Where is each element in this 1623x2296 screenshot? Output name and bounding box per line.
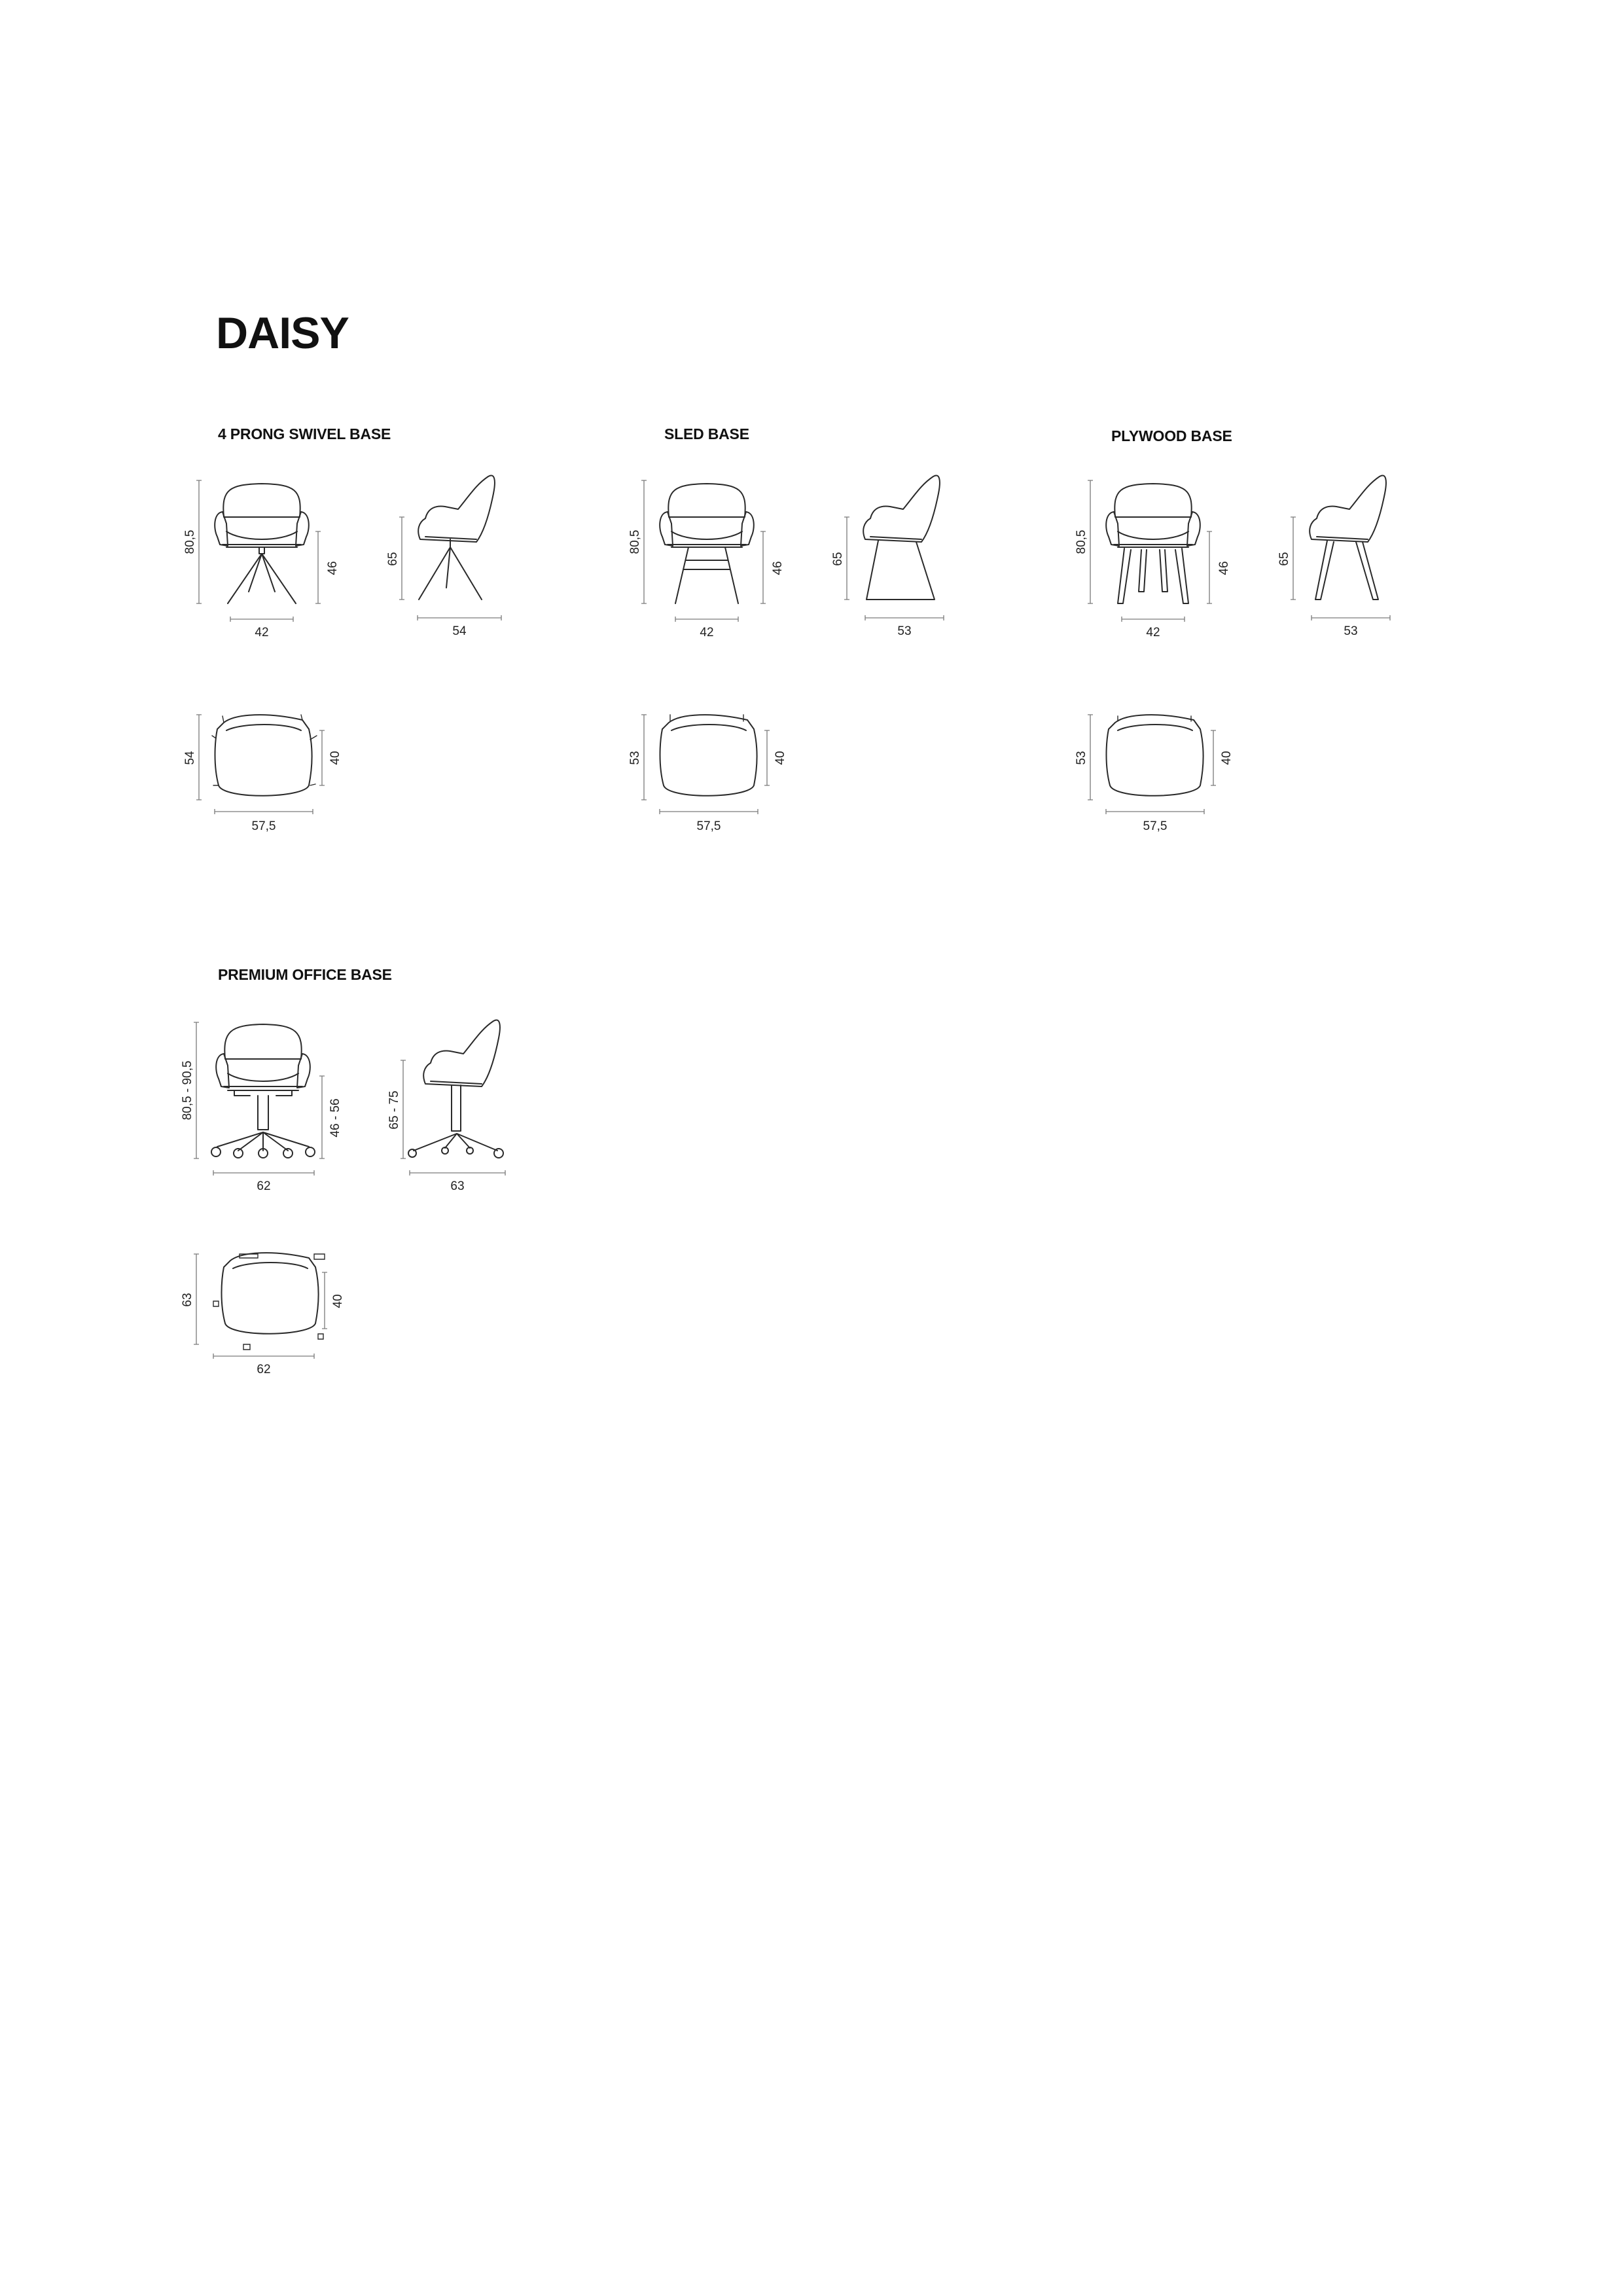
- svg-text:57,5: 57,5: [251, 819, 276, 833]
- dim-depth: [181, 1254, 199, 1344]
- page-title: DAISY: [216, 308, 349, 358]
- svg-text:40: 40: [331, 1294, 345, 1308]
- prong-side-view: [373, 471, 543, 655]
- svg-text:57,5: 57,5: [1143, 819, 1168, 833]
- dim-width: [215, 809, 313, 833]
- dim-depth: [1075, 715, 1093, 800]
- svg-text:54: 54: [452, 624, 467, 638]
- svg-text:65: 65: [386, 552, 400, 566]
- svg-text:46: 46: [326, 561, 340, 575]
- chair-top-drawing: [660, 715, 757, 796]
- svg-text:57,5: 57,5: [696, 819, 721, 833]
- plywood-side-view: [1264, 471, 1435, 655]
- office-side-view: [374, 1013, 544, 1203]
- svg-text:53: 53: [628, 751, 642, 765]
- chair-top-drawing: [213, 1253, 325, 1350]
- dim-width: [213, 1170, 314, 1193]
- svg-text:62: 62: [257, 1363, 271, 1376]
- dim-seat-height: [319, 1076, 342, 1158]
- svg-text:62: 62: [257, 1179, 271, 1193]
- dim-height: [181, 1022, 199, 1158]
- dim-depth: [1311, 615, 1390, 638]
- svg-text:80,5 - 90,5: 80,5 - 90,5: [181, 1060, 194, 1121]
- office-front-view: [170, 1013, 366, 1203]
- dim-seat-height: [760, 531, 785, 603]
- svg-text:46: 46: [771, 561, 785, 575]
- chair-front-drawing: [215, 484, 309, 603]
- dim-arm-height: [322, 1272, 345, 1329]
- chair-front-drawing: [211, 1024, 315, 1158]
- dim-height: [386, 517, 404, 600]
- office-top-view: [170, 1238, 366, 1395]
- svg-text:65: 65: [831, 552, 845, 566]
- svg-text:53: 53: [1075, 751, 1088, 765]
- svg-text:42: 42: [255, 626, 269, 639]
- dim-width: [660, 809, 758, 833]
- svg-text:65 - 75: 65 - 75: [387, 1090, 401, 1130]
- dim-height: [183, 480, 202, 603]
- dim-width: [1122, 617, 1185, 639]
- sled-front-view: [615, 471, 805, 655]
- sled-side-view: [818, 471, 988, 655]
- dim-arm-height: [764, 730, 787, 785]
- section-title-plywood: PLYWOOD BASE: [1111, 427, 1232, 444]
- dim-width: [1106, 809, 1204, 833]
- svg-text:80,5: 80,5: [628, 529, 642, 554]
- dim-height: [1277, 517, 1296, 600]
- chair-front-drawing: [1106, 484, 1200, 603]
- chair-side-drawing: [408, 1020, 503, 1158]
- chair-side-drawing: [418, 475, 495, 600]
- section-title-prong: 4 PRONG SWIVEL BASE: [218, 425, 391, 442]
- chair-top-drawing: [1107, 715, 1204, 796]
- dim-depth: [628, 715, 647, 800]
- svg-text:54: 54: [183, 751, 197, 765]
- chair-front-drawing: [660, 484, 754, 603]
- svg-text:40: 40: [329, 751, 342, 765]
- dim-height: [387, 1060, 406, 1158]
- svg-text:46: 46: [1217, 561, 1231, 575]
- dim-height: [831, 517, 849, 600]
- plywood-front-view: [1061, 471, 1251, 655]
- prong-front-view: [170, 471, 360, 655]
- svg-text:42: 42: [700, 626, 714, 639]
- dim-seat-height: [315, 531, 340, 603]
- svg-text:40: 40: [774, 751, 787, 765]
- svg-text:42: 42: [1146, 626, 1160, 639]
- prong-top-view: [170, 700, 360, 844]
- section-title-sled: SLED BASE: [664, 425, 749, 442]
- dim-depth: [865, 615, 944, 638]
- dim-depth: [418, 615, 501, 638]
- chair-side-drawing: [1310, 475, 1386, 600]
- svg-text:53: 53: [897, 624, 912, 638]
- dim-arm-height: [319, 730, 342, 785]
- svg-text:63: 63: [181, 1293, 194, 1307]
- dim-height: [628, 480, 647, 603]
- dim-height: [1075, 480, 1093, 603]
- dim-width: [675, 617, 738, 639]
- svg-text:80,5: 80,5: [183, 529, 197, 554]
- dim-seat-height: [1207, 531, 1231, 603]
- svg-text:65: 65: [1277, 552, 1291, 566]
- plywood-top-view: [1061, 700, 1251, 844]
- chair-top-drawing: [212, 715, 317, 796]
- svg-text:53: 53: [1344, 624, 1358, 638]
- dim-arm-height: [1211, 730, 1234, 785]
- svg-text:63: 63: [450, 1179, 465, 1193]
- dim-depth: [410, 1170, 505, 1193]
- svg-text:80,5: 80,5: [1075, 529, 1088, 554]
- dim-depth: [183, 715, 202, 800]
- sled-top-view: [615, 700, 805, 844]
- chair-side-drawing: [863, 475, 940, 600]
- dim-width: [230, 617, 293, 639]
- section-title-office: PREMIUM OFFICE BASE: [218, 966, 392, 983]
- dim-width: [213, 1354, 314, 1376]
- svg-text:40: 40: [1220, 751, 1234, 765]
- svg-text:46 - 56: 46 - 56: [329, 1098, 342, 1138]
